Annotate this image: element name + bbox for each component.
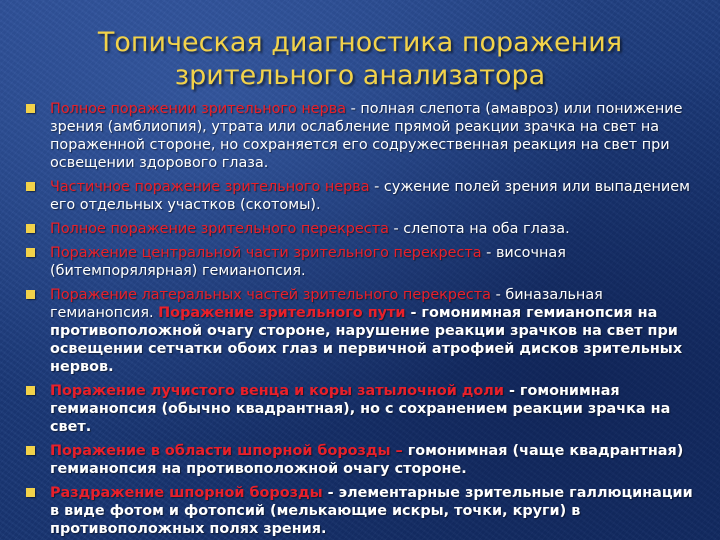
list-item: [26, 244, 706, 280]
item-text: - височная (битемпорялярная) гемианопсия.: [50, 245, 566, 279]
list-item: [26, 382, 706, 436]
list-item: [26, 178, 706, 214]
square-bullet-icon: [26, 248, 35, 257]
item-text: гомонимная (чаще квадрантная) гемианопсия на противоположной очагу стороне.: [50, 443, 684, 477]
list-item: [26, 484, 706, 538]
item-text: - гомонимная гемианопсия (обычно квадрантная), но с сохранением реакции зрачка на свет.: [50, 383, 671, 435]
item-text: - элементарные зрительные галлюцинации в виде фотом и фотопсий (мелькающие искры, точки, круги) в противоположных полях зрения.: [50, 485, 693, 537]
item-text: - слепота на оба глаза.: [393, 221, 570, 237]
list-item: [26, 220, 706, 238]
item-term: Частичное поражение зрительного нерва: [50, 179, 375, 195]
square-bullet-icon: [26, 488, 35, 497]
item-term: Раздражение шпорной борозды: [50, 485, 328, 501]
item-term: Поражение в области шпорной борозды –: [50, 443, 408, 459]
item-text: - биназальная гемианопсия.: [50, 287, 603, 321]
item-term: Поражение лучистого венца и коры затылочной доли: [50, 383, 509, 399]
slide-title: Топическая диагностика поражения зрительного анализатора: [97, 27, 623, 91]
list-item: [26, 286, 706, 376]
item-term: Полное поражение зрительного перекреста: [50, 221, 394, 237]
item-text: - сужение полей зрения или выпадением его отдельных участков (скотомы).: [50, 179, 690, 213]
item-text: - полная слепота (амавроз) или понижение зрения (амблиопия), утрата или ослабление прямой реакции зрачка на свет на пораженной стороне, но сохраняется его содружественная реакция на свет при освещении здорового глаза.: [50, 101, 683, 171]
bullet-list: [26, 100, 706, 540]
item-term-secondary: Поражение зрительного пути: [158, 305, 411, 321]
square-bullet-icon: [26, 182, 35, 191]
square-bullet-icon: [26, 290, 35, 299]
item-term: Полное поражении зрительного нерва: [50, 101, 351, 117]
item-term: Поражение латеральных частей зрительного перекреста: [50, 287, 496, 303]
square-bullet-icon: [26, 224, 35, 233]
item-term: Поражение центральной части зрительного перекреста: [50, 245, 487, 261]
square-bullet-icon: [26, 446, 35, 455]
square-bullet-icon: [26, 104, 35, 113]
item-text-secondary: - гомонимная гемианопсия на противоположной очагу стороне, нарушение реакции зрачков на свет при освещении сетчатки обоих глаз и первичной атрофией дисков зрительных нервов.: [50, 305, 683, 375]
square-bullet-icon: [26, 386, 35, 395]
list-item: [26, 100, 706, 172]
list-item: [26, 442, 706, 478]
